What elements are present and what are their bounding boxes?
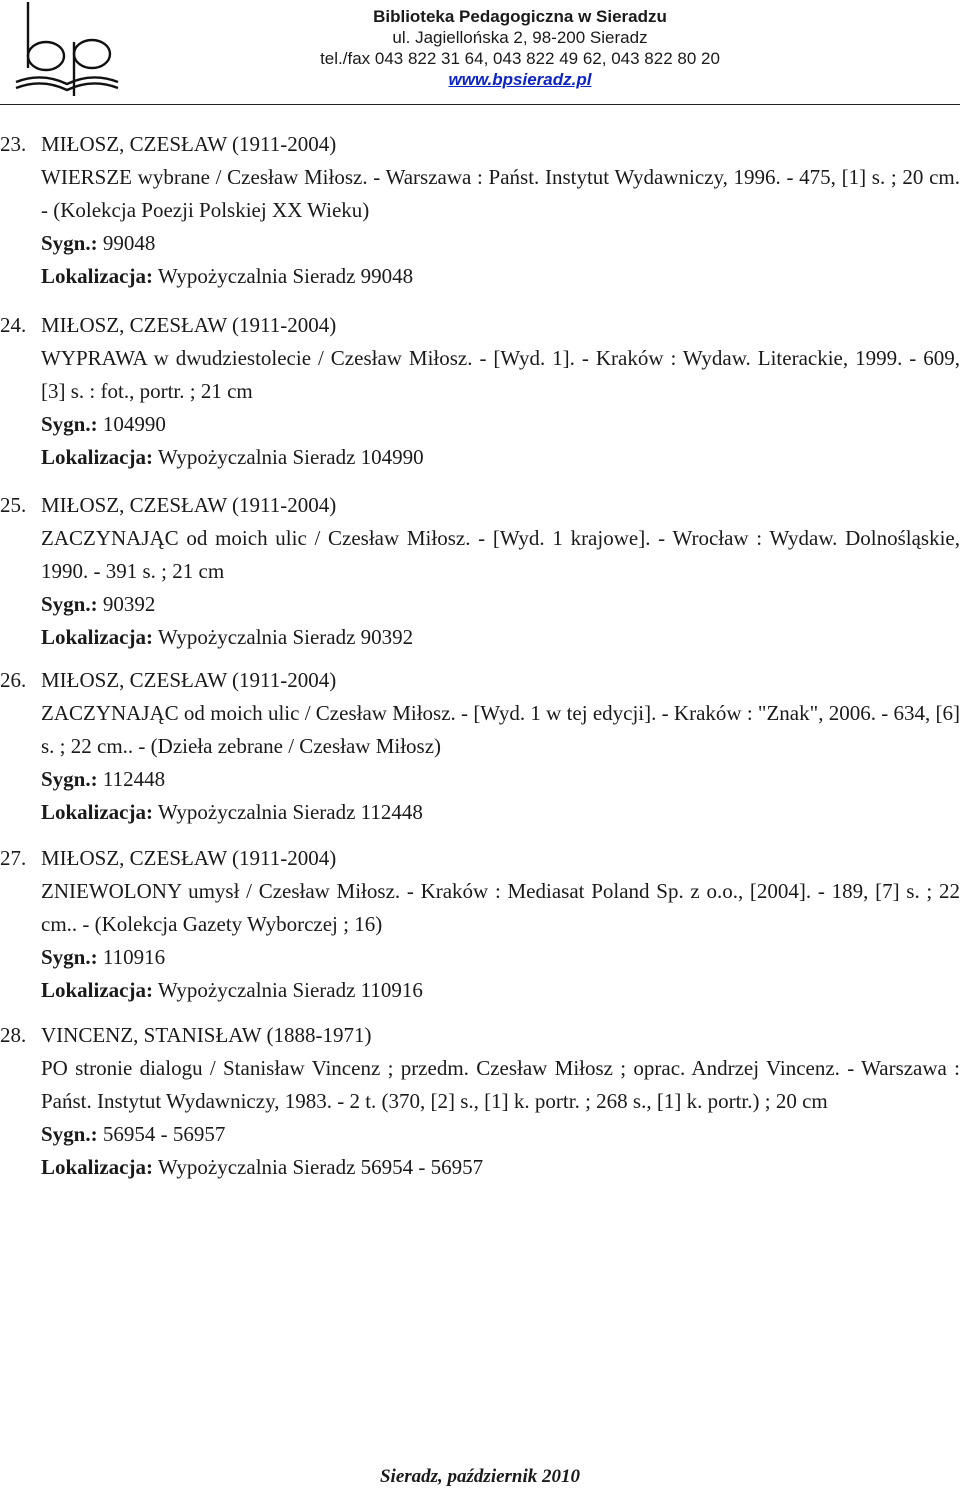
call-number-label: Sygn.: xyxy=(41,767,98,791)
entry-description: ZACZYNAJĄC od moich ulic / Czesław Miłosz. - [Wyd. 1 w tej edycji]. - Kraków : "Znak", 2006. - 634, [6] s. ; 22 cm.. - (Dzieła zebrane / Czesław Miłosz) xyxy=(41,701,960,758)
call-number-value: 56954 - 56957 xyxy=(97,1122,226,1146)
entry-call-number xyxy=(41,588,960,621)
entry-location xyxy=(41,796,960,829)
entry-location xyxy=(41,974,960,1007)
page-footer: Sieradz, październik 2010 xyxy=(379,1466,581,1487)
call-number-value: 112448 xyxy=(97,767,166,791)
call-number-label: Sygn.: xyxy=(41,945,98,969)
call-number-value: 90392 xyxy=(97,592,156,616)
entry-description: ZACZYNAJĄC od moich ulic / Czesław Miłosz. - [Wyd. 1 krajowe]. - Wrocław : Wydaw. Dolnośląskie, 1990. - 391 s. ; 21 cm xyxy=(41,526,960,583)
location-value: Wypożyczalnia Sieradz 104990 xyxy=(152,445,424,469)
entry-number: 25. xyxy=(0,493,27,517)
entry-author: MIŁOSZ, CZESŁAW (1911-2004) xyxy=(41,132,337,156)
entry-description: ZNIEWOLONY umysł / Czesław Miłosz. - Kraków : Mediasat Poland Sp. z o.o., [2004]. - 189, [7] s. ; 22 cm.. - (Kolekcja Gazety Wyborczej ; 16) xyxy=(41,879,960,936)
call-number-value: 99048 xyxy=(97,231,156,255)
library-logo xyxy=(12,0,122,100)
entry-author: MIŁOSZ, CZESŁAW (1911-2004) xyxy=(41,493,337,517)
location-value: Wypożyczalnia Sieradz 90392 xyxy=(152,625,414,649)
location-label: Lokalizacja: xyxy=(41,800,153,824)
location-value: Wypożyczalnia Sieradz 112448 xyxy=(152,800,423,824)
library-phone: tel./fax 043 822 31 64, 043 822 49 62, 043 822 80 20 xyxy=(320,49,720,68)
entry-number: 26. xyxy=(0,668,27,692)
entry-number: 24. xyxy=(0,313,27,337)
entry-description: WYPRAWA w dwudziestolecie / Czesław Miłosz. - [Wyd. 1]. - Kraków : Wydaw. Literackie, 1999. - 609, [3] s. : fot., portr. ; 21 cm xyxy=(41,346,960,403)
entry-number: 23. xyxy=(0,132,27,156)
entry-number: 27. xyxy=(0,846,27,870)
call-number-label: Sygn.: xyxy=(41,412,98,436)
call-number-value: 110916 xyxy=(97,945,166,969)
header-divider xyxy=(0,104,960,105)
call-number-label: Sygn.: xyxy=(41,231,98,255)
entry-description: PO stronie dialogu / Stanisław Vincenz ; przedm. Czesław Miłosz ; oprac. Andrzej Vincenz. - Warszawa : Państ. Instytut Wydawniczy, 1983. - 2 t. (370, [2] s., [1] k. portr. ; 268 s., [1] k. portr.) ; 20 cm xyxy=(41,1056,960,1113)
call-number-label: Sygn.: xyxy=(41,1122,98,1146)
library-website-link[interactable]: www.bpsieradz.pl xyxy=(448,70,592,89)
library-name: Biblioteka Pedagogiczna w Sieradzu xyxy=(373,7,667,26)
entry-author: MIŁOSZ, CZESŁAW (1911-2004) xyxy=(41,846,337,870)
location-label: Lokalizacja: xyxy=(41,264,153,288)
location-label: Lokalizacja: xyxy=(41,625,153,649)
location-label: Lokalizacja: xyxy=(41,445,153,469)
entry-call-number xyxy=(41,941,960,974)
entry-call-number xyxy=(41,227,960,260)
entry-call-number xyxy=(41,1118,960,1151)
entry-author: MIŁOSZ, CZESŁAW (1911-2004) xyxy=(41,668,337,692)
entry-location xyxy=(41,621,960,654)
entry-author: VINCENZ, STANISŁAW (1888-1971) xyxy=(41,1023,372,1047)
entry-location xyxy=(41,441,960,474)
library-address: ul. Jagiellońska 2, 98-200 Sieradz xyxy=(392,28,648,47)
call-number-label: Sygn.: xyxy=(41,592,98,616)
entry-location xyxy=(41,260,960,293)
location-label: Lokalizacja: xyxy=(41,978,153,1002)
entry-location xyxy=(41,1151,960,1184)
location-value: Wypożyczalnia Sieradz 110916 xyxy=(152,978,423,1002)
entry-description: WIERSZE wybrane / Czesław Miłosz. - Warszawa : Państ. Instytut Wydawniczy, 1996. - 475, [1] s. ; 20 cm. - (Kolekcja Poezji Polskiej XX Wieku) xyxy=(41,165,960,222)
entry-number: 28. xyxy=(0,1023,27,1047)
location-value: Wypożyczalnia Sieradz 99048 xyxy=(152,264,414,288)
entry-author: MIŁOSZ, CZESŁAW (1911-2004) xyxy=(41,313,337,337)
location-value: Wypożyczalnia Sieradz 56954 - 56957 xyxy=(152,1155,484,1179)
library-header xyxy=(280,6,760,90)
call-number-value: 104990 xyxy=(97,412,166,436)
location-label: Lokalizacja: xyxy=(41,1155,153,1179)
entry-call-number xyxy=(41,763,960,796)
entry-call-number xyxy=(41,408,960,441)
